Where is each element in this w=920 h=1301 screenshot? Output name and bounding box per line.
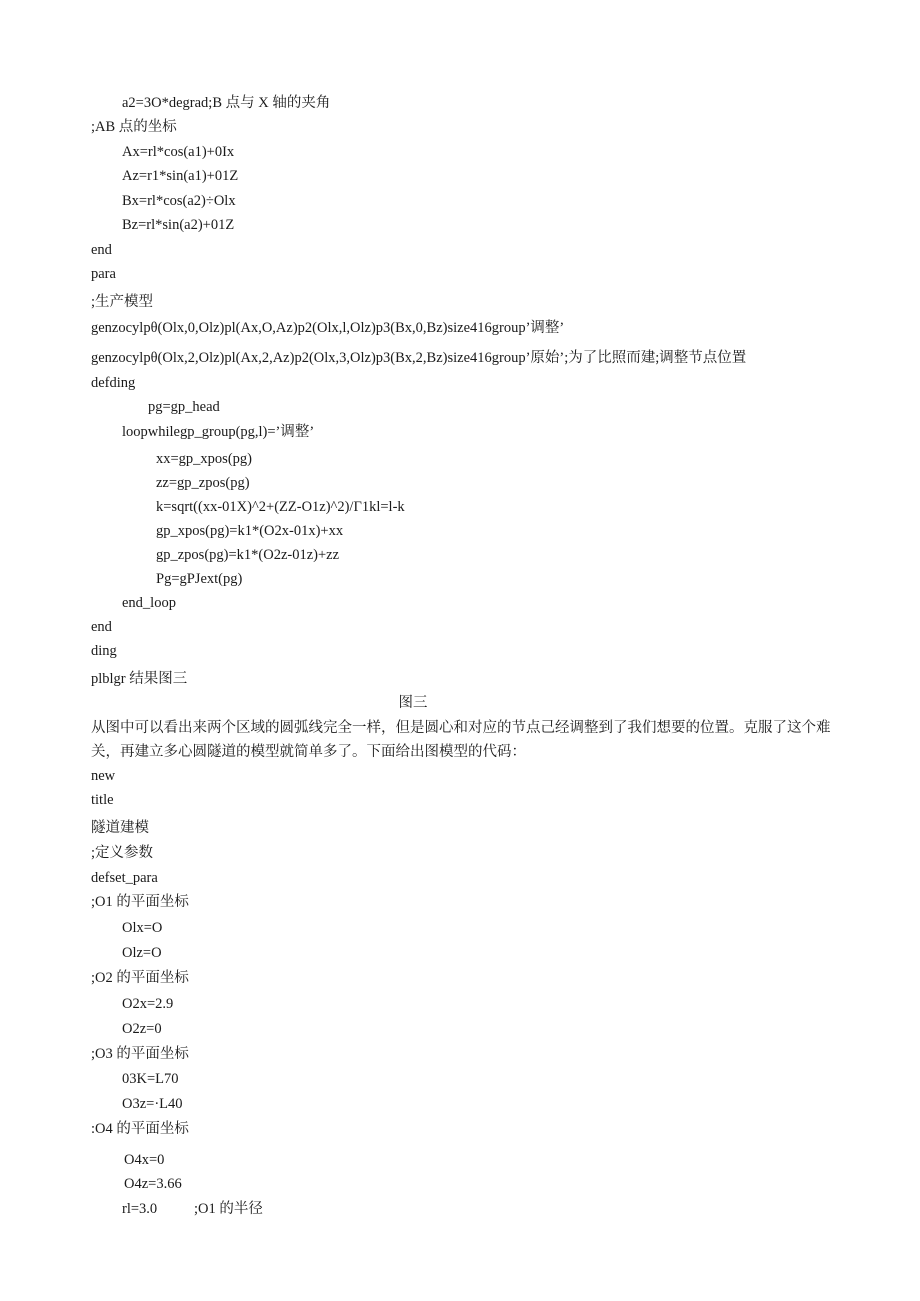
code-comment: ;AB 点的坐标 (91, 119, 177, 135)
code-line: 隧道建模 (91, 820, 149, 836)
code-line: plblgr 结果图三 (91, 671, 188, 687)
code-line: end_loop (122, 595, 176, 611)
code-line: defding (91, 375, 136, 391)
code-line: Olx=O (122, 920, 163, 936)
code-comment: :O4 的平面坐标 (91, 1121, 189, 1137)
code-line: 03K=L70 (122, 1071, 179, 1087)
code-line: gp_zpos(pg)=k1*(O2z-01z)+zz (156, 547, 340, 563)
code-comment: ;O1 的半径 (194, 1201, 263, 1217)
code-comment: ;O1 的平面坐标 (91, 894, 189, 910)
code-line: genzocylpθ(Olx,2,Olz)pl(Ax,2,Az)p2(Olx,3,Olz)p3(Bx,2,Bz)size416group’原始’;为了比照而建;调整节点位置 (91, 350, 747, 366)
code-line: xx=gp_xpos(pg) (156, 451, 252, 467)
code-line: pg=gp_head (148, 399, 220, 415)
code-line: loopwhilegp_group(pg,l)=’调整’ (122, 424, 315, 440)
code-comment: ;定义参数 (91, 845, 154, 861)
code-comment: ;O2 的平面坐标 (91, 970, 189, 986)
code-line: end (91, 619, 112, 635)
code-comment: ;生产模型 (91, 294, 154, 310)
code-line: new (91, 768, 116, 784)
code-line: O4z=3.66 (124, 1176, 182, 1192)
code-line: O2z=0 (122, 1021, 162, 1037)
code-line: title (91, 792, 114, 808)
code-line: Bx=rl*cos(a2)÷Olx (122, 193, 236, 209)
code-line: Ax=rl*cos(a1)+0Ix (122, 144, 235, 160)
code-line: Bz=rl*sin(a2)+01Z (122, 217, 235, 233)
code-line: O4x=0 (124, 1152, 165, 1168)
code-comment: ;O3 的平面坐标 (91, 1046, 189, 1062)
code-line: a2=3O*degrad;B 点与 X 轴的夹角 (122, 95, 331, 111)
body-paragraph: 从图中可以看出来两个区域的圆弧线完全一样，但是圆心和对应的节点己经调整到了我们想要的位置。克服了这个难关，再建立多心圆隧道的模型就简单多了。下面给出图模型的代码： (91, 720, 831, 760)
code-line: O3z=·L40 (122, 1096, 183, 1112)
code-line: para (91, 266, 116, 282)
code-line: Az=r1*sin(a1)+01Z (122, 168, 239, 184)
code-line: zz=gp_zpos(pg) (156, 475, 250, 491)
code-line: gp_xpos(pg)=k1*(O2x-01x)+xx (156, 523, 344, 539)
code-line: ding (91, 643, 117, 659)
code-line: genzocylpθ(Olx,0,Olz)pl(Ax,O,Az)p2(Olx,l,Olz)p3(Bx,0,Bz)size416group’调整’ (91, 320, 565, 336)
figure-caption: 图三 (398, 695, 428, 711)
code-line: Pg=gPJext(pg) (156, 571, 243, 587)
code-line: rl=3.0 (122, 1201, 158, 1217)
code-line: O2x=2.9 (122, 996, 174, 1012)
code-line: k=sqrt((xx-01X)^2+(ZZ-O1z)^2)/Γ1kl=l-k (156, 499, 405, 515)
code-line: defset_para (91, 870, 158, 886)
code-line: end (91, 242, 112, 258)
code-line: Olz=O (122, 945, 162, 961)
